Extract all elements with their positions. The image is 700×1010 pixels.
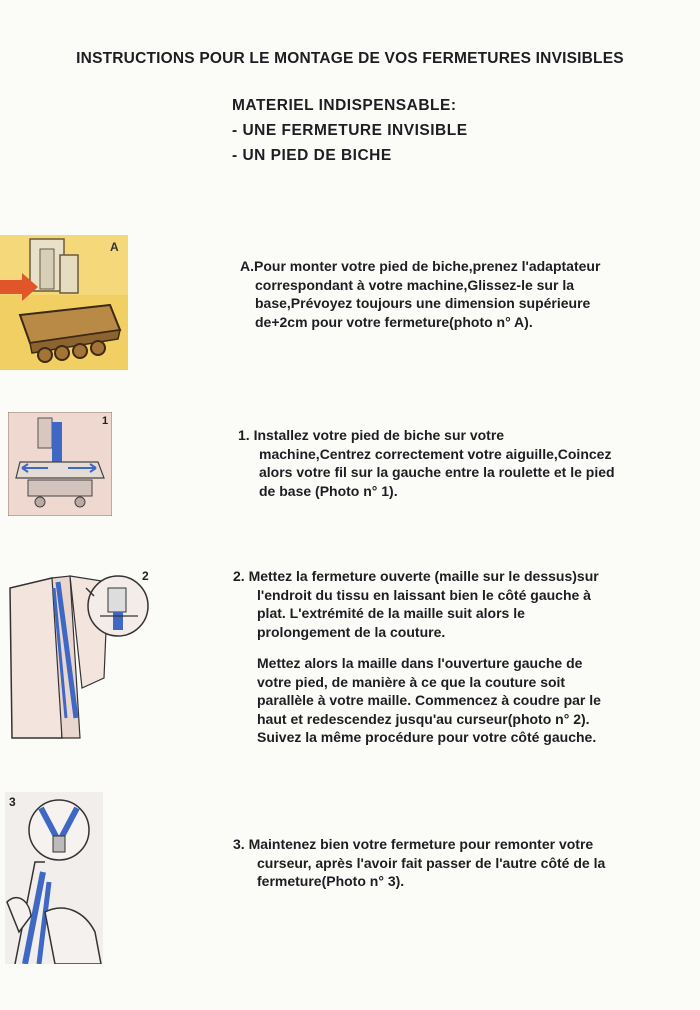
step-line: A.Pour monter votre pied de biche,prenez l'adaptateur (240, 258, 601, 274)
step-line: votre pied, de manière à ce que la couture soit (257, 673, 566, 690)
step-line: haut et redescendez jusqu'au curseur(photo n° 2). (257, 710, 590, 727)
step-line: plat. L'extrémité de la maille suit alors le (257, 605, 525, 621)
step-line: 2. Mettez la fermeture ouverte (maille sur le dessus)sur (233, 568, 599, 584)
materials-block (232, 93, 468, 168)
step-line: correspondant à votre machine,Glissez-le sur la (255, 276, 574, 293)
figure-label: 2 (142, 569, 149, 583)
figure-3-zipper-slider (5, 792, 103, 964)
step-line: 3. Maintenez bien votre fermeture pour remonter votre (233, 836, 594, 852)
materials-item: - UNE FERMETURE INVISIBLE (232, 122, 468, 139)
step-line: prolongement de la couture. (257, 623, 446, 640)
step-line: alors votre fil sur la gauche entre la roulette et le pied (259, 464, 615, 480)
step-a-text (240, 257, 600, 331)
step-line: Suivez la même procédure pour votre côté gauche. (257, 729, 597, 745)
materials-item: - UN PIED DE BICHE (232, 147, 392, 164)
step-line: machine,Centrez correctement votre aiguille,Coincez (259, 445, 612, 462)
figure-label: 3 (9, 795, 16, 809)
step-line: de+2cm pour votre fermeture(photo n° A). (255, 313, 533, 330)
step-line: l'endroit du tissu en laissant bien le côté gauche à (257, 586, 591, 603)
step-3-text (233, 835, 605, 891)
step-line: curseur, après l'avoir fait passer de l'autre côté de la (257, 854, 606, 871)
step-line: de base (Photo n° 1). (259, 482, 398, 499)
figure-1-machine-foot (8, 412, 112, 516)
step-line: Mettez alors la maille dans l'ouverture gauche de (257, 655, 583, 671)
figure-label: A (110, 240, 119, 254)
step-line: 1. Installez votre pied de biche sur votre (238, 427, 505, 443)
step-line: fermeture(Photo n° 3). (257, 873, 405, 889)
step-line: base,Prévoyez toujours une dimension supérieure (255, 295, 591, 311)
figure-label: 1 (102, 415, 109, 427)
materials-heading: MATERIEL INDISPENSABLE: (232, 97, 457, 114)
step-1-text (238, 426, 615, 500)
step-2-text (233, 567, 599, 641)
page-title: INSTRUCTIONS POUR LE MONTAGE DE VOS FERMETURES INVISIBLES (76, 50, 624, 67)
figure-a-presser-foot (0, 235, 128, 370)
step-line: parallèle à votre maille. Commencez à coudre par le (257, 692, 601, 708)
step-2-text-continued (257, 654, 601, 747)
figure-2-zipper-placement (0, 568, 152, 740)
